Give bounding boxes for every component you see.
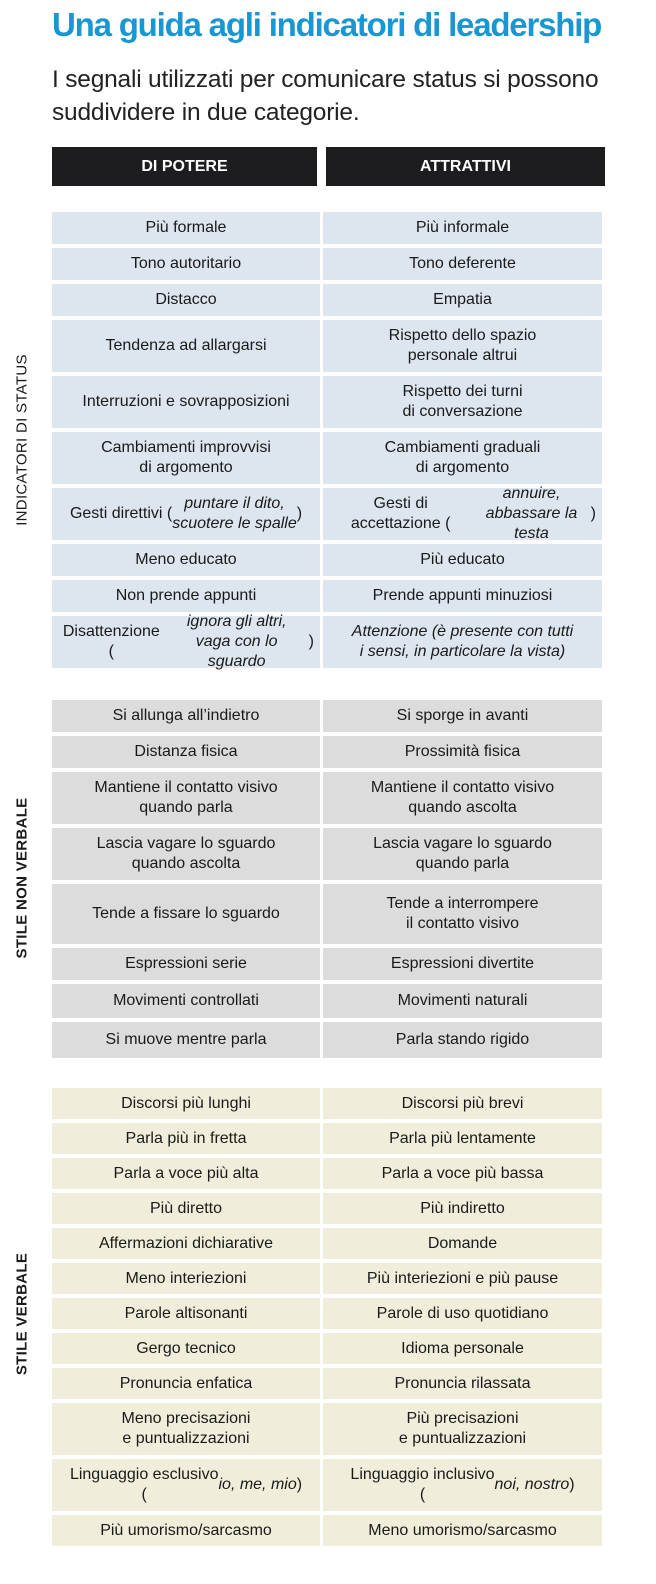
table-row	[52, 1088, 602, 1119]
cell-power: Pronuncia enfatica	[52, 1368, 320, 1399]
cell-attractive: Cambiamenti graduali di argomento	[323, 432, 602, 484]
page-title: Una guida agli indicatori di leadership	[52, 6, 602, 43]
cell-attractive: Attenzione (è presente con tutti i sensi, in particolare la vista)	[323, 616, 602, 668]
table-row	[52, 284, 602, 316]
table-row	[52, 1158, 602, 1189]
table-row	[52, 544, 602, 576]
cell-attractive: Linguaggio inclusivo ( noi, nostro )	[323, 1459, 602, 1511]
cell-power: Non prende appunti	[52, 580, 320, 612]
cell-attractive: Più precisazioni e puntualizzazioni	[323, 1403, 602, 1455]
cell-attractive: Prossimità fisica	[323, 736, 602, 768]
table-row	[52, 1333, 602, 1364]
cell-attractive: Pronuncia rilassata	[323, 1368, 602, 1399]
table-row	[52, 1368, 602, 1399]
table-row	[52, 212, 602, 244]
cell-power: Disattenzione ( ignora gli altri, vaga con lo sguardo )	[52, 616, 320, 668]
cell-attractive: Più informale	[323, 212, 602, 244]
cell-attractive: Movimenti naturali	[323, 984, 602, 1018]
cell-power: Meno educato	[52, 544, 320, 576]
table-row	[52, 984, 602, 1018]
cell-power: Tendenza ad allargarsi	[52, 320, 320, 372]
cell-power: Lascia vagare lo sguardo quando ascolta	[52, 828, 320, 880]
cell-power: Parla a voce più alta	[52, 1158, 320, 1189]
table-row	[52, 1123, 602, 1154]
cell-power: Parole altisonanti	[52, 1298, 320, 1329]
cell-attractive: Mantiene il contatto visivo quando ascolta	[323, 772, 602, 824]
section-verbal-table	[52, 1088, 602, 1550]
cell-attractive: Rispetto dello spazio personale altrui	[323, 320, 602, 372]
cell-attractive: Lascia vagare lo sguardo quando parla	[323, 828, 602, 880]
table-row	[52, 613, 602, 670]
cell-attractive: Domande	[323, 1228, 602, 1259]
cell-power: Linguaggio esclusivo ( io, me, mio )	[52, 1459, 320, 1511]
table-row	[52, 320, 602, 372]
cell-power: Tende a fissare lo sguardo	[52, 884, 320, 944]
cell-attractive: Idioma personale	[323, 1333, 602, 1364]
cell-power: Discorsi più lunghi	[52, 1088, 320, 1119]
table-row	[52, 1515, 602, 1546]
cell-power: Tono autoritario	[52, 248, 320, 280]
cell-power: Distanza fisica	[52, 736, 320, 768]
table-row	[52, 948, 602, 980]
column-header-attractive: ATTRATTIVI	[326, 147, 605, 186]
cell-attractive: Prende appunti minuziosi	[323, 580, 602, 612]
cell-attractive: Tono deferente	[323, 248, 602, 280]
table-row	[52, 884, 602, 944]
cell-attractive: Rispetto dei turni di conversazione	[323, 376, 602, 428]
cell-power: Cambiamenti improvvisi di argomento	[52, 432, 320, 484]
table-row	[52, 1263, 602, 1294]
table-row	[52, 1403, 602, 1455]
cell-power: Gergo tecnico	[52, 1333, 320, 1364]
cell-attractive: Meno umorismo/sarcasmo	[323, 1515, 602, 1546]
section-label-status-text: INDICATORI DI STATUS	[13, 354, 31, 526]
section-label-verbal-text: STILE VERBALE	[13, 1252, 31, 1376]
cell-power: Mantiene il contatto visivo quando parla	[52, 772, 320, 824]
cell-power: Si muove mentre parla	[52, 1022, 320, 1058]
cell-attractive: Parla stando rigido	[323, 1022, 602, 1058]
cell-attractive: Più educato	[323, 544, 602, 576]
column-header-power: DI POTERE	[52, 147, 317, 186]
cell-power: Espressioni serie	[52, 948, 320, 980]
cell-power: Più formale	[52, 212, 320, 244]
table-row	[52, 700, 602, 732]
cell-attractive: Empatia	[323, 284, 602, 316]
cell-attractive: Parla più lentamente	[323, 1123, 602, 1154]
table-row	[52, 1193, 602, 1224]
section-status-table	[52, 212, 602, 672]
section-nonverbal-table	[52, 700, 602, 1062]
cell-power: Più diretto	[52, 1193, 320, 1224]
cell-power: Affermazioni dichiarative	[52, 1228, 320, 1259]
table-row	[52, 772, 602, 824]
table-row	[52, 1022, 602, 1058]
cell-power: Interruzioni e sovrapposizioni	[52, 376, 320, 428]
cell-attractive: Tende a interrompere il contatto visivo	[323, 884, 602, 944]
page-subtitle: I segnali utilizzati per comunicare status si possono suddividere in due categorie.	[52, 66, 599, 126]
cell-power: Gesti direttivi ( puntare il dito, scuotere le spalle )	[52, 488, 320, 540]
table-row	[52, 376, 602, 428]
cell-power: Distacco	[52, 284, 320, 316]
cell-power: Si allunga all’indietro	[52, 700, 320, 732]
table-row	[52, 1228, 602, 1259]
table-row	[52, 248, 602, 280]
table-row	[52, 432, 602, 484]
cell-power: Parla più in fretta	[52, 1123, 320, 1154]
table-row	[52, 1298, 602, 1329]
cell-attractive: Si sporge in avanti	[323, 700, 602, 732]
cell-attractive: Più interiezioni e più pause	[323, 1263, 602, 1294]
cell-attractive: Parla a voce più bassa	[323, 1158, 602, 1189]
cell-attractive: Parole di uso quotidiano	[323, 1298, 602, 1329]
cell-attractive: Discorsi più brevi	[323, 1088, 602, 1119]
cell-power: Più umorismo/sarcasmo	[52, 1515, 320, 1546]
cell-attractive: Più indiretto	[323, 1193, 602, 1224]
cell-power: Meno precisazioni e puntualizzazioni	[52, 1403, 320, 1455]
table-row	[52, 828, 602, 880]
table-row	[52, 1459, 602, 1511]
table-row	[52, 580, 602, 612]
cell-power: Movimenti controllati	[52, 984, 320, 1018]
section-label-nonverbal-text: STILE NON VERBALE	[13, 797, 31, 959]
cell-attractive: Gesti di accettazione ( annuire, abbassare la testa )	[323, 488, 602, 540]
cell-power: Meno interiezioni	[52, 1263, 320, 1294]
cell-attractive: Espressioni divertite	[323, 948, 602, 980]
table-row	[52, 485, 602, 542]
table-row	[52, 736, 602, 768]
